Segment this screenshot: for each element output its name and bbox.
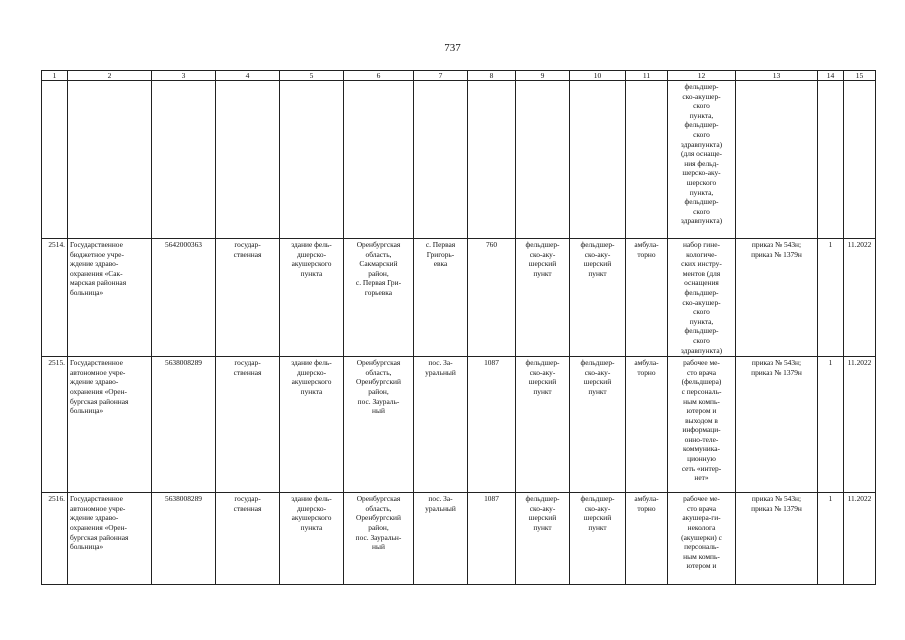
column-number: 12: [668, 71, 736, 81]
population-cell: 760: [468, 239, 516, 357]
table-row: [42, 239, 876, 357]
address-cell: Оренбургская область, Оренбургский район, пос. Заураль- ный: [344, 357, 414, 493]
empty-cell: [42, 81, 68, 239]
building-cell: здание фель- дшерско- акушерского пункта: [280, 357, 344, 493]
registry-table: [41, 70, 876, 585]
row-number: 2514.: [42, 239, 68, 357]
address-cell: Оренбургская область, Сакмарский район, с. Первая Гри- горьевка: [344, 239, 414, 357]
column-number-row: [42, 71, 876, 81]
column-number: 2: [68, 71, 152, 81]
empty-cell: [468, 81, 516, 239]
inn-cell: 5642000363: [152, 239, 216, 357]
row-number: 2516.: [42, 493, 68, 585]
column-number: 10: [570, 71, 626, 81]
unit-type-cell: фельдшер- ско-аку- шерский пункт: [570, 357, 626, 493]
column-number: 3: [152, 71, 216, 81]
date-cell: 11.2022: [844, 493, 876, 585]
unit-type-cell: фельдшер- ско-аку- шерский пункт: [570, 493, 626, 585]
empty-cell: [626, 81, 668, 239]
empty-cell: [818, 81, 844, 239]
address-cell: Оренбургская область, Оренбургский район, пос. Зауральн- ный: [344, 493, 414, 585]
column-number: 11: [626, 71, 668, 81]
column-number: 5: [280, 71, 344, 81]
empty-cell: [736, 81, 818, 239]
empty-cell: [280, 81, 344, 239]
empty-cell: [344, 81, 414, 239]
date-cell: 11.2022: [844, 357, 876, 493]
settlement-cell: с. Первая Григорь- евка: [414, 239, 468, 357]
building-cell: здание фель- дшерско- акушерского пункта: [280, 493, 344, 585]
organization-cell: Государственное бюджетное учре- ждение здраво- охранения «Сак- марская районная больница»: [68, 239, 152, 357]
inn-cell: 5638008289: [152, 493, 216, 585]
quantity-cell: 1: [818, 493, 844, 585]
column-number: 8: [468, 71, 516, 81]
column-number: 15: [844, 71, 876, 81]
empty-cell: [414, 81, 468, 239]
inn-cell: 5638008289: [152, 357, 216, 493]
page-number: 737: [444, 42, 461, 54]
column-number: 13: [736, 71, 818, 81]
column-number: 6: [344, 71, 414, 81]
order-cell: приказ № 543н; приказ № 1379н: [736, 239, 818, 357]
building-cell: здание фель- дшерско- акушерского пункта: [280, 239, 344, 357]
table-row: [42, 357, 876, 493]
empty-cell: [516, 81, 570, 239]
row-number: 2515.: [42, 357, 68, 493]
organization-cell: Государственное автономное учре- ждение здраво- охранения «Орен- бургская районная больница»: [68, 493, 152, 585]
column-number: 9: [516, 71, 570, 81]
organization-cell: Государственное автономное учре- ждение здраво- охранения «Орен- бургская районная больница»: [68, 357, 152, 493]
equipment-cell: набор гине- кологиче- ских инстру- ментов (для оснащения фельдшер- ско-акушер- ского пункта, фельдшер- ского здравпункта): [668, 239, 736, 357]
empty-cell: [570, 81, 626, 239]
equipment-cell: рабочее ме- сто врача (фельдшера) с персональ- ным компь- ютером и выходом в информаци- онно-теле- коммуника- ционную сеть «интер- нет»: [668, 357, 736, 493]
column-number: 4: [216, 71, 280, 81]
quantity-cell: 1: [818, 239, 844, 357]
column-number: 1: [42, 71, 68, 81]
table-row: [42, 493, 876, 585]
quantity-cell: 1: [818, 357, 844, 493]
care-form-cell: амбула- торно: [626, 493, 668, 585]
ownership-cell: государ- ственная: [216, 239, 280, 357]
settlement-cell: пос. За- уральный: [414, 357, 468, 493]
settlement-cell: пос. За- уральный: [414, 493, 468, 585]
ownership-cell: государ- ственная: [216, 357, 280, 493]
unit-type-cell: фельдшер- ско-аку- шерский пункт: [516, 239, 570, 357]
order-cell: приказ № 543н; приказ № 1379н: [736, 493, 818, 585]
unit-type-cell: фельдшер- ско-аку- шерский пункт: [570, 239, 626, 357]
empty-cell: [152, 81, 216, 239]
column-number: 7: [414, 71, 468, 81]
date-cell: 11.2022: [844, 239, 876, 357]
unit-type-cell: фельдшер- ско-аку- шерский пункт: [516, 357, 570, 493]
care-form-cell: амбула- торно: [626, 239, 668, 357]
population-cell: 1087: [468, 357, 516, 493]
column-number: 14: [818, 71, 844, 81]
order-cell: приказ № 543н; приказ № 1379н: [736, 357, 818, 493]
ownership-cell: государ- ственная: [216, 493, 280, 585]
empty-cell: [844, 81, 876, 239]
care-form-cell: амбула- торно: [626, 357, 668, 493]
equipment-cell: фельдшер- ско-акушер- ского пункта, фельдшер- ского здравпункта) (для оснаще- ния фельд- шерско-аку- шерского пункта, фельдшер- ского здравпункта): [668, 81, 736, 239]
empty-cell: [68, 81, 152, 239]
equipment-cell: рабочее ме- сто врача акушера-ги- неколога (акушерки) с персональ- ным компь- ютером и: [668, 493, 736, 585]
empty-cell: [216, 81, 280, 239]
unit-type-cell: фельдшер- ско-аку- шерский пункт: [516, 493, 570, 585]
continuation-row: [42, 81, 876, 239]
population-cell: 1087: [468, 493, 516, 585]
